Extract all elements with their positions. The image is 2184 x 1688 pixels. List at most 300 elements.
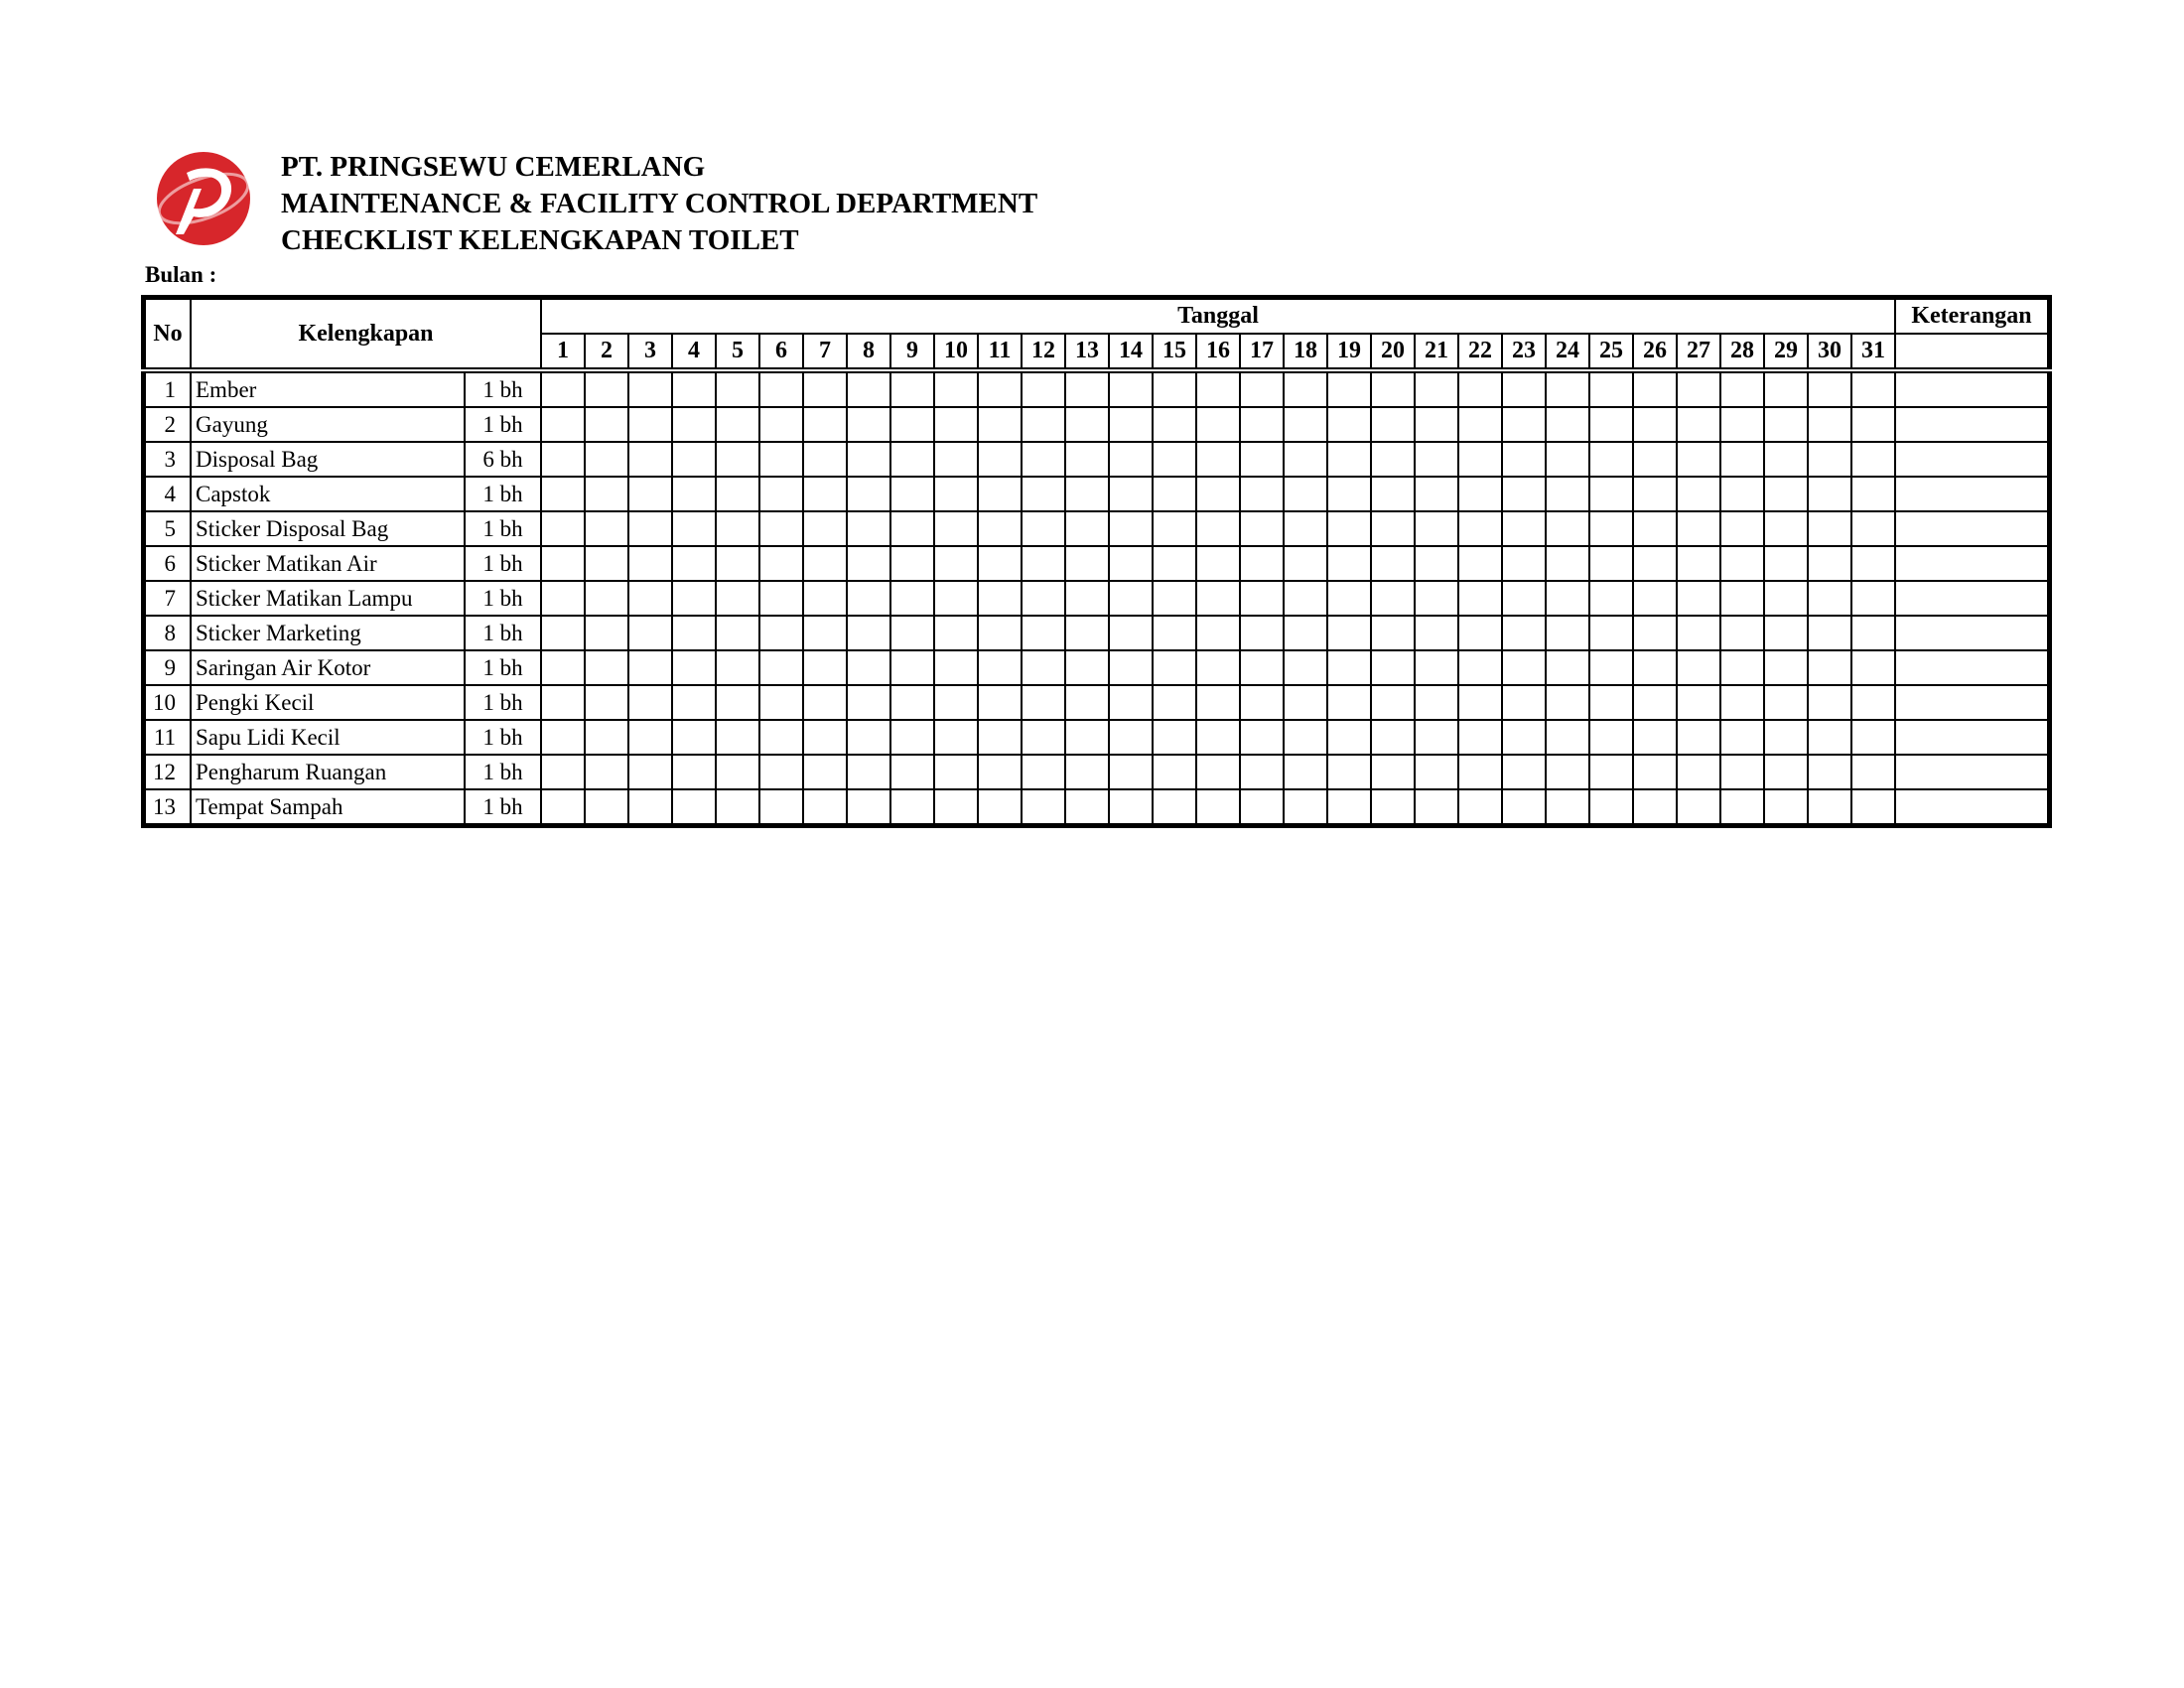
check-cell[interactable] xyxy=(1065,370,1109,407)
check-cell[interactable] xyxy=(541,407,585,442)
check-cell[interactable] xyxy=(1589,755,1633,789)
check-cell[interactable] xyxy=(541,370,585,407)
check-cell[interactable] xyxy=(1371,789,1415,826)
check-cell[interactable] xyxy=(1764,581,1808,616)
check-cell[interactable] xyxy=(1546,370,1589,407)
check-cell[interactable] xyxy=(716,581,759,616)
check-cell[interactable] xyxy=(672,511,716,546)
check-cell[interactable] xyxy=(1677,442,1720,477)
check-cell[interactable] xyxy=(672,755,716,789)
check-cell[interactable] xyxy=(1240,370,1284,407)
check-cell[interactable] xyxy=(1153,720,1196,755)
check-cell[interactable] xyxy=(759,789,803,826)
check-cell[interactable] xyxy=(1458,370,1502,407)
check-cell[interactable] xyxy=(759,477,803,511)
check-cell[interactable] xyxy=(1851,650,1895,685)
check-cell[interactable] xyxy=(585,370,628,407)
check-cell[interactable] xyxy=(628,685,672,720)
check-cell[interactable] xyxy=(1720,477,1764,511)
check-cell[interactable] xyxy=(1633,546,1677,581)
check-cell[interactable] xyxy=(890,407,934,442)
check-cell[interactable] xyxy=(1589,581,1633,616)
check-cell[interactable] xyxy=(890,789,934,826)
check-cell[interactable] xyxy=(1764,546,1808,581)
check-cell[interactable] xyxy=(1502,650,1546,685)
check-cell[interactable] xyxy=(1022,720,1065,755)
check-cell[interactable] xyxy=(1153,789,1196,826)
check-cell[interactable] xyxy=(1808,685,1851,720)
check-cell[interactable] xyxy=(1851,370,1895,407)
check-cell[interactable] xyxy=(1065,789,1109,826)
check-cell[interactable] xyxy=(1458,546,1502,581)
check-cell[interactable] xyxy=(803,685,847,720)
check-cell[interactable] xyxy=(1720,581,1764,616)
check-cell[interactable] xyxy=(1022,546,1065,581)
check-cell[interactable] xyxy=(1327,685,1371,720)
check-cell[interactable] xyxy=(1764,616,1808,650)
check-cell[interactable] xyxy=(1633,650,1677,685)
note-cell[interactable] xyxy=(1895,755,2050,789)
check-cell[interactable] xyxy=(672,616,716,650)
check-cell[interactable] xyxy=(978,407,1022,442)
check-cell[interactable] xyxy=(1458,477,1502,511)
check-cell[interactable] xyxy=(934,789,978,826)
check-cell[interactable] xyxy=(1546,650,1589,685)
check-cell[interactable] xyxy=(1065,581,1109,616)
check-cell[interactable] xyxy=(1284,616,1327,650)
check-cell[interactable] xyxy=(1327,616,1371,650)
check-cell[interactable] xyxy=(672,789,716,826)
check-cell[interactable] xyxy=(541,789,585,826)
check-cell[interactable] xyxy=(1851,789,1895,826)
check-cell[interactable] xyxy=(934,720,978,755)
check-cell[interactable] xyxy=(1153,442,1196,477)
check-cell[interactable] xyxy=(1284,511,1327,546)
check-cell[interactable] xyxy=(1109,581,1153,616)
check-cell[interactable] xyxy=(628,546,672,581)
check-cell[interactable] xyxy=(1546,442,1589,477)
check-cell[interactable] xyxy=(1720,789,1764,826)
check-cell[interactable] xyxy=(1808,370,1851,407)
check-cell[interactable] xyxy=(716,442,759,477)
check-cell[interactable] xyxy=(759,407,803,442)
check-cell[interactable] xyxy=(1196,616,1240,650)
check-cell[interactable] xyxy=(1022,755,1065,789)
check-cell[interactable] xyxy=(890,477,934,511)
check-cell[interactable] xyxy=(1589,511,1633,546)
check-cell[interactable] xyxy=(628,755,672,789)
check-cell[interactable] xyxy=(803,407,847,442)
check-cell[interactable] xyxy=(1196,546,1240,581)
check-cell[interactable] xyxy=(1284,650,1327,685)
check-cell[interactable] xyxy=(1589,685,1633,720)
check-cell[interactable] xyxy=(1022,407,1065,442)
check-cell[interactable] xyxy=(1764,407,1808,442)
check-cell[interactable] xyxy=(1240,755,1284,789)
check-cell[interactable] xyxy=(585,650,628,685)
check-cell[interactable] xyxy=(585,685,628,720)
check-cell[interactable] xyxy=(1153,511,1196,546)
check-cell[interactable] xyxy=(1109,650,1153,685)
check-cell[interactable] xyxy=(1065,685,1109,720)
check-cell[interactable] xyxy=(1371,370,1415,407)
note-cell[interactable] xyxy=(1895,581,2050,616)
check-cell[interactable] xyxy=(1851,720,1895,755)
check-cell[interactable] xyxy=(803,755,847,789)
check-cell[interactable] xyxy=(1677,546,1720,581)
check-cell[interactable] xyxy=(1240,720,1284,755)
check-cell[interactable] xyxy=(585,442,628,477)
check-cell[interactable] xyxy=(716,546,759,581)
check-cell[interactable] xyxy=(890,616,934,650)
check-cell[interactable] xyxy=(585,755,628,789)
check-cell[interactable] xyxy=(628,477,672,511)
note-cell[interactable] xyxy=(1895,511,2050,546)
check-cell[interactable] xyxy=(1153,685,1196,720)
check-cell[interactable] xyxy=(628,650,672,685)
check-cell[interactable] xyxy=(1065,720,1109,755)
check-cell[interactable] xyxy=(1371,720,1415,755)
check-cell[interactable] xyxy=(1196,511,1240,546)
check-cell[interactable] xyxy=(1764,720,1808,755)
check-cell[interactable] xyxy=(628,511,672,546)
check-cell[interactable] xyxy=(759,650,803,685)
check-cell[interactable] xyxy=(1720,370,1764,407)
check-cell[interactable] xyxy=(934,477,978,511)
check-cell[interactable] xyxy=(1153,755,1196,789)
check-cell[interactable] xyxy=(1240,685,1284,720)
check-cell[interactable] xyxy=(803,546,847,581)
check-cell[interactable] xyxy=(1458,755,1502,789)
check-cell[interactable] xyxy=(1196,407,1240,442)
check-cell[interactable] xyxy=(1764,442,1808,477)
check-cell[interactable] xyxy=(1022,650,1065,685)
check-cell[interactable] xyxy=(541,511,585,546)
check-cell[interactable] xyxy=(1240,789,1284,826)
check-cell[interactable] xyxy=(1764,370,1808,407)
check-cell[interactable] xyxy=(1808,755,1851,789)
check-cell[interactable] xyxy=(1371,755,1415,789)
check-cell[interactable] xyxy=(1677,789,1720,826)
check-cell[interactable] xyxy=(1415,789,1458,826)
check-cell[interactable] xyxy=(1589,407,1633,442)
check-cell[interactable] xyxy=(934,755,978,789)
check-cell[interactable] xyxy=(934,370,978,407)
check-cell[interactable] xyxy=(585,546,628,581)
check-cell[interactable] xyxy=(1153,616,1196,650)
check-cell[interactable] xyxy=(1502,685,1546,720)
note-cell[interactable] xyxy=(1895,616,2050,650)
check-cell[interactable] xyxy=(1677,511,1720,546)
check-cell[interactable] xyxy=(1284,685,1327,720)
check-cell[interactable] xyxy=(803,720,847,755)
check-cell[interactable] xyxy=(1153,581,1196,616)
check-cell[interactable] xyxy=(803,511,847,546)
check-cell[interactable] xyxy=(1109,616,1153,650)
check-cell[interactable] xyxy=(1764,755,1808,789)
check-cell[interactable] xyxy=(890,650,934,685)
check-cell[interactable] xyxy=(1240,477,1284,511)
note-cell[interactable] xyxy=(1895,442,2050,477)
check-cell[interactable] xyxy=(672,442,716,477)
check-cell[interactable] xyxy=(1327,546,1371,581)
check-cell[interactable] xyxy=(1109,789,1153,826)
check-cell[interactable] xyxy=(1109,720,1153,755)
check-cell[interactable] xyxy=(1284,546,1327,581)
check-cell[interactable] xyxy=(1546,477,1589,511)
check-cell[interactable] xyxy=(1764,650,1808,685)
check-cell[interactable] xyxy=(541,442,585,477)
check-cell[interactable] xyxy=(628,370,672,407)
check-cell[interactable] xyxy=(1764,511,1808,546)
check-cell[interactable] xyxy=(672,407,716,442)
check-cell[interactable] xyxy=(716,650,759,685)
check-cell[interactable] xyxy=(1589,720,1633,755)
check-cell[interactable] xyxy=(1240,511,1284,546)
check-cell[interactable] xyxy=(1808,511,1851,546)
check-cell[interactable] xyxy=(585,789,628,826)
check-cell[interactable] xyxy=(585,581,628,616)
check-cell[interactable] xyxy=(890,546,934,581)
check-cell[interactable] xyxy=(628,407,672,442)
check-cell[interactable] xyxy=(1546,581,1589,616)
check-cell[interactable] xyxy=(1502,370,1546,407)
check-cell[interactable] xyxy=(1240,616,1284,650)
check-cell[interactable] xyxy=(978,477,1022,511)
check-cell[interactable] xyxy=(1458,442,1502,477)
check-cell[interactable] xyxy=(1502,511,1546,546)
check-cell[interactable] xyxy=(890,442,934,477)
check-cell[interactable] xyxy=(759,616,803,650)
note-cell[interactable] xyxy=(1895,370,2050,407)
check-cell[interactable] xyxy=(1240,546,1284,581)
note-cell[interactable] xyxy=(1895,407,2050,442)
check-cell[interactable] xyxy=(1633,720,1677,755)
check-cell[interactable] xyxy=(890,755,934,789)
check-cell[interactable] xyxy=(1415,477,1458,511)
check-cell[interactable] xyxy=(1109,370,1153,407)
check-cell[interactable] xyxy=(1284,789,1327,826)
check-cell[interactable] xyxy=(890,685,934,720)
check-cell[interactable] xyxy=(1633,477,1677,511)
check-cell[interactable] xyxy=(1371,407,1415,442)
check-cell[interactable] xyxy=(1284,407,1327,442)
check-cell[interactable] xyxy=(628,616,672,650)
check-cell[interactable] xyxy=(1022,442,1065,477)
check-cell[interactable] xyxy=(1415,407,1458,442)
check-cell[interactable] xyxy=(541,650,585,685)
check-cell[interactable] xyxy=(1109,442,1153,477)
check-cell[interactable] xyxy=(1589,442,1633,477)
check-cell[interactable] xyxy=(978,720,1022,755)
check-cell[interactable] xyxy=(1415,581,1458,616)
check-cell[interactable] xyxy=(1808,546,1851,581)
check-cell[interactable] xyxy=(672,720,716,755)
check-cell[interactable] xyxy=(1196,442,1240,477)
check-cell[interactable] xyxy=(1633,616,1677,650)
check-cell[interactable] xyxy=(585,407,628,442)
check-cell[interactable] xyxy=(847,789,890,826)
check-cell[interactable] xyxy=(1502,789,1546,826)
check-cell[interactable] xyxy=(803,789,847,826)
check-cell[interactable] xyxy=(672,685,716,720)
check-cell[interactable] xyxy=(1065,511,1109,546)
note-cell[interactable] xyxy=(1895,685,2050,720)
check-cell[interactable] xyxy=(1677,720,1720,755)
check-cell[interactable] xyxy=(541,616,585,650)
check-cell[interactable] xyxy=(1720,650,1764,685)
check-cell[interactable] xyxy=(1196,650,1240,685)
check-cell[interactable] xyxy=(541,720,585,755)
check-cell[interactable] xyxy=(1677,755,1720,789)
check-cell[interactable] xyxy=(1371,477,1415,511)
check-cell[interactable] xyxy=(1808,789,1851,826)
check-cell[interactable] xyxy=(1327,720,1371,755)
check-cell[interactable] xyxy=(1720,511,1764,546)
check-cell[interactable] xyxy=(1196,720,1240,755)
check-cell[interactable] xyxy=(1196,685,1240,720)
check-cell[interactable] xyxy=(1240,581,1284,616)
check-cell[interactable] xyxy=(759,511,803,546)
check-cell[interactable] xyxy=(1284,370,1327,407)
check-cell[interactable] xyxy=(1065,442,1109,477)
check-cell[interactable] xyxy=(1546,511,1589,546)
check-cell[interactable] xyxy=(672,370,716,407)
check-cell[interactable] xyxy=(1458,616,1502,650)
check-cell[interactable] xyxy=(1764,477,1808,511)
check-cell[interactable] xyxy=(541,685,585,720)
check-cell[interactable] xyxy=(628,720,672,755)
check-cell[interactable] xyxy=(1284,755,1327,789)
check-cell[interactable] xyxy=(1065,650,1109,685)
check-cell[interactable] xyxy=(759,755,803,789)
check-cell[interactable] xyxy=(803,442,847,477)
check-cell[interactable] xyxy=(1633,511,1677,546)
check-cell[interactable] xyxy=(1589,616,1633,650)
check-cell[interactable] xyxy=(1458,511,1502,546)
note-cell[interactable] xyxy=(1895,720,2050,755)
check-cell[interactable] xyxy=(1677,581,1720,616)
check-cell[interactable] xyxy=(541,546,585,581)
check-cell[interactable] xyxy=(1022,616,1065,650)
check-cell[interactable] xyxy=(1284,477,1327,511)
check-cell[interactable] xyxy=(628,442,672,477)
check-cell[interactable] xyxy=(1677,477,1720,511)
check-cell[interactable] xyxy=(1065,477,1109,511)
check-cell[interactable] xyxy=(1720,407,1764,442)
check-cell[interactable] xyxy=(934,581,978,616)
check-cell[interactable] xyxy=(1851,685,1895,720)
check-cell[interactable] xyxy=(1458,407,1502,442)
check-cell[interactable] xyxy=(1415,616,1458,650)
check-cell[interactable] xyxy=(1327,442,1371,477)
check-cell[interactable] xyxy=(1065,407,1109,442)
check-cell[interactable] xyxy=(1808,442,1851,477)
check-cell[interactable] xyxy=(847,581,890,616)
check-cell[interactable] xyxy=(1851,755,1895,789)
check-cell[interactable] xyxy=(1633,370,1677,407)
check-cell[interactable] xyxy=(847,755,890,789)
check-cell[interactable] xyxy=(1720,720,1764,755)
check-cell[interactable] xyxy=(978,755,1022,789)
check-cell[interactable] xyxy=(716,477,759,511)
check-cell[interactable] xyxy=(1851,511,1895,546)
check-cell[interactable] xyxy=(1851,581,1895,616)
check-cell[interactable] xyxy=(1589,650,1633,685)
check-cell[interactable] xyxy=(1153,370,1196,407)
check-cell[interactable] xyxy=(1589,789,1633,826)
check-cell[interactable] xyxy=(1589,546,1633,581)
check-cell[interactable] xyxy=(1153,650,1196,685)
check-cell[interactable] xyxy=(1065,616,1109,650)
check-cell[interactable] xyxy=(1589,370,1633,407)
check-cell[interactable] xyxy=(1327,650,1371,685)
check-cell[interactable] xyxy=(1458,650,1502,685)
check-cell[interactable] xyxy=(672,581,716,616)
check-cell[interactable] xyxy=(934,685,978,720)
check-cell[interactable] xyxy=(1502,477,1546,511)
check-cell[interactable] xyxy=(1677,370,1720,407)
check-cell[interactable] xyxy=(803,370,847,407)
check-cell[interactable] xyxy=(847,720,890,755)
check-cell[interactable] xyxy=(1502,720,1546,755)
check-cell[interactable] xyxy=(1851,407,1895,442)
check-cell[interactable] xyxy=(934,546,978,581)
check-cell[interactable] xyxy=(1633,442,1677,477)
check-cell[interactable] xyxy=(847,407,890,442)
check-cell[interactable] xyxy=(803,616,847,650)
check-cell[interactable] xyxy=(1240,442,1284,477)
check-cell[interactable] xyxy=(890,720,934,755)
check-cell[interactable] xyxy=(847,370,890,407)
check-cell[interactable] xyxy=(1284,442,1327,477)
check-cell[interactable] xyxy=(1022,581,1065,616)
check-cell[interactable] xyxy=(1546,789,1589,826)
check-cell[interactable] xyxy=(541,581,585,616)
check-cell[interactable] xyxy=(1633,685,1677,720)
check-cell[interactable] xyxy=(978,616,1022,650)
check-cell[interactable] xyxy=(1808,650,1851,685)
check-cell[interactable] xyxy=(978,546,1022,581)
check-cell[interactable] xyxy=(1371,650,1415,685)
check-cell[interactable] xyxy=(1240,650,1284,685)
check-cell[interactable] xyxy=(1196,370,1240,407)
check-cell[interactable] xyxy=(1851,442,1895,477)
check-cell[interactable] xyxy=(1677,650,1720,685)
check-cell[interactable] xyxy=(1720,685,1764,720)
check-cell[interactable] xyxy=(978,650,1022,685)
check-cell[interactable] xyxy=(1415,442,1458,477)
check-cell[interactable] xyxy=(672,477,716,511)
check-cell[interactable] xyxy=(1284,720,1327,755)
check-cell[interactable] xyxy=(1546,616,1589,650)
check-cell[interactable] xyxy=(1851,477,1895,511)
check-cell[interactable] xyxy=(759,546,803,581)
note-cell[interactable] xyxy=(1895,546,2050,581)
check-cell[interactable] xyxy=(1720,442,1764,477)
note-cell[interactable] xyxy=(1895,650,2050,685)
check-cell[interactable] xyxy=(1022,370,1065,407)
check-cell[interactable] xyxy=(672,650,716,685)
check-cell[interactable] xyxy=(1327,755,1371,789)
check-cell[interactable] xyxy=(1153,546,1196,581)
check-cell[interactable] xyxy=(1458,789,1502,826)
check-cell[interactable] xyxy=(890,581,934,616)
check-cell[interactable] xyxy=(803,477,847,511)
check-cell[interactable] xyxy=(1633,407,1677,442)
check-cell[interactable] xyxy=(1808,720,1851,755)
check-cell[interactable] xyxy=(1720,546,1764,581)
